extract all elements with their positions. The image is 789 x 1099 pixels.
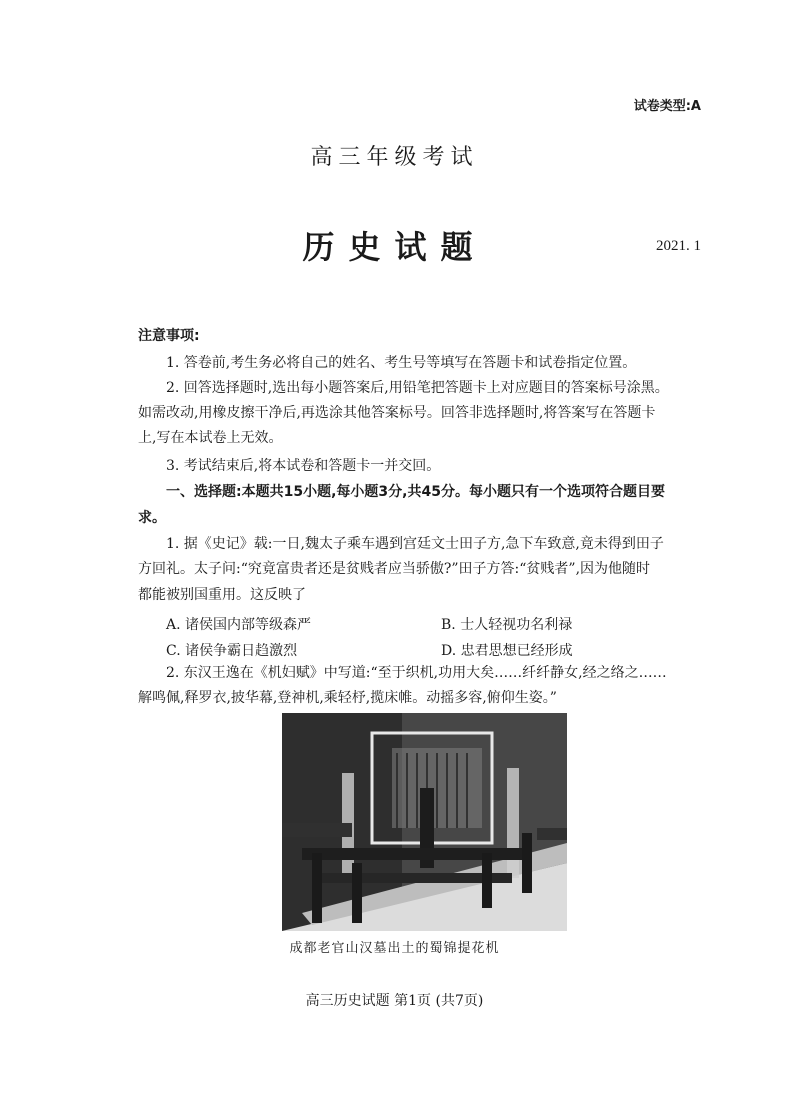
paper-title: 历史试题 — [302, 228, 487, 266]
q2-stem-line-2: 解鸣佩,释罗衣,披华幕,登神机,乘轻杼,揽床帷。动摇多容,俯仰生姿。” — [138, 690, 557, 706]
q1-stem-line-3: 都能被别国重用。这反映了 — [138, 587, 306, 603]
exam-level-heading: 高三年级考试 — [310, 145, 479, 170]
paper-type-label: 试卷类型:A — [633, 99, 701, 114]
q1-option-d: D. 忠君思想已经形成 — [441, 643, 573, 659]
exam-date: 2021. 1 — [656, 238, 701, 254]
notice-item-3: 3. 考试结束后,将本试卷和答题卡一并交回。 — [166, 458, 441, 474]
q1-option-a: A. 诸侯国内部等级森严 — [166, 617, 312, 633]
loom-photo — [282, 713, 567, 931]
q1-option-b: B. 士人轻视功名利禄 — [441, 617, 573, 633]
notice-item-2-line-2: 如需改动,用橡皮擦干净后,再选涂其他答案标号。回答非选择题时,将答案写在答题卡 — [138, 405, 656, 421]
q2-stem-line-1: 2. 东汉王逸在《机妇赋》中写道:“至于织机,功用大矣……纤纤静女,经之络之…… — [166, 665, 667, 681]
q1-stem-line-1: 1. 据《史记》载:一日,魏太子乘车遇到宫廷文士田子方,急下车致意,竟未得到田子 — [166, 536, 664, 552]
notice-item-1: 1. 答卷前,考生务必将自己的姓名、考生号等填写在答题卡和试卷指定位置。 — [166, 355, 637, 371]
notice-item-2-line-3: 上,写在本试卷上无效。 — [138, 430, 283, 446]
notice-item-2-line-1: 2. 回答选择题时,选出每小题答案后,用铅笔把答题卡上对应题目的答案标号涂黑。 — [166, 380, 669, 396]
section-1-heading-line-2: 求。 — [138, 510, 166, 526]
notice-heading: 注意事项: — [138, 328, 200, 344]
loom-illustration — [282, 713, 567, 931]
figure-caption: 成都老官山汉墓出土的蜀锦提花机 — [289, 941, 500, 956]
q1-stem-line-2: 方回礼。太子问:“究竟富贵者还是贫贱者应当骄傲?”田子方答:“贫贱者”,因为他随时 — [138, 561, 651, 577]
page-footer: 高三历史试题 第1页 (共7页) — [305, 993, 484, 1009]
section-1-heading-line-1: 一、选择题:本题共15小题,每小题3分,共45分。每小题只有一个选项符合题目要 — [166, 484, 665, 500]
q1-option-c: C. 诸侯争霸日趋激烈 — [166, 643, 298, 659]
